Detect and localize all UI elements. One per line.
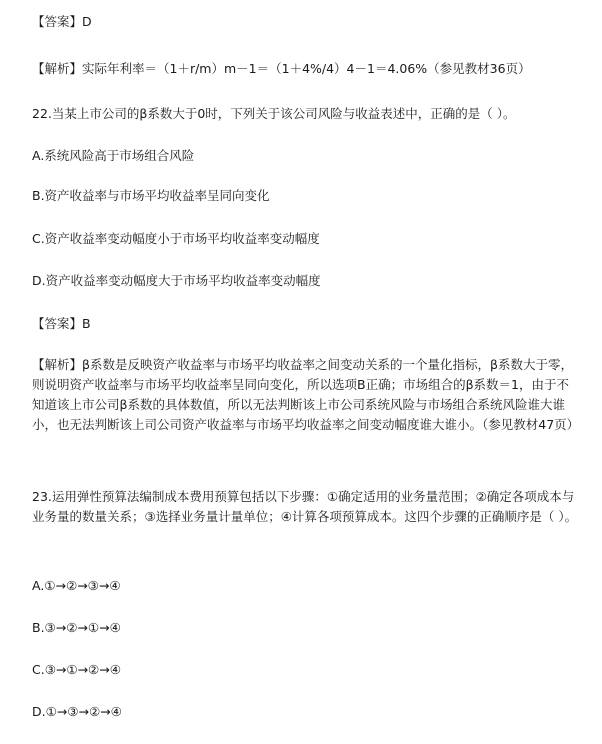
q22-option-d: D.资产收益率变动幅度大于市场平均收益率变动幅度 bbox=[32, 273, 321, 288]
q22-option-a: A.系统风险高于市场组合风险 bbox=[32, 148, 195, 163]
q22-option-c: C.资产收益率变动幅度小于市场平均收益率变动幅度 bbox=[32, 231, 320, 246]
question-22-stem: 22.当某上市公司的β系数大于0时，下列关于该公司风险与收益表述中，正确的是（ ）。 bbox=[32, 106, 516, 121]
analysis-22: 【解析】β系数是反映资产收益率与市场平均收益率之间变动关系的一个量化指标，β系数大于零，则说明资产收益率与市场平均收益率呈同向变化，所以选项B正确；市场组合的β系数＝1，由于不知道该上市公司β系数的具体数值，所以无法判断该上市公司系统风险与市场组合系统风险谁大谁小，也无法判断该上司公司资产收益率与市场平均收益率之间变动幅度谁大谁小。（参见教材47页） bbox=[32, 357, 580, 432]
question-23-stem: 23.运用弹性预算法编制成本费用预算包括以下步骤：①确定适用的业务量范围；②确定各项成本与业务量的数量关系；③选择业务量计量单位；④计算各项预算成本。这四个步骤的正确顺序是（ ）。 bbox=[32, 489, 578, 524]
q23-option-c: C.③→①→②→④ bbox=[32, 662, 121, 677]
q22-option-b: B.资产收益率与市场平均收益率呈同向变化 bbox=[32, 188, 270, 203]
q23-option-d: D.①→③→②→④ bbox=[32, 704, 122, 719]
analysis-21: 【解析】实际年利率＝（1＋r/m）m－1＝（1＋4%/4）4－1＝4.06%（参见教材36页） bbox=[32, 61, 531, 76]
answer-22: 【答案】B bbox=[32, 316, 91, 331]
q23-option-a: A.①→②→③→④ bbox=[32, 578, 121, 593]
answer-21: 【答案】D bbox=[32, 14, 92, 29]
q23-option-b: B.③→②→①→④ bbox=[32, 620, 121, 635]
